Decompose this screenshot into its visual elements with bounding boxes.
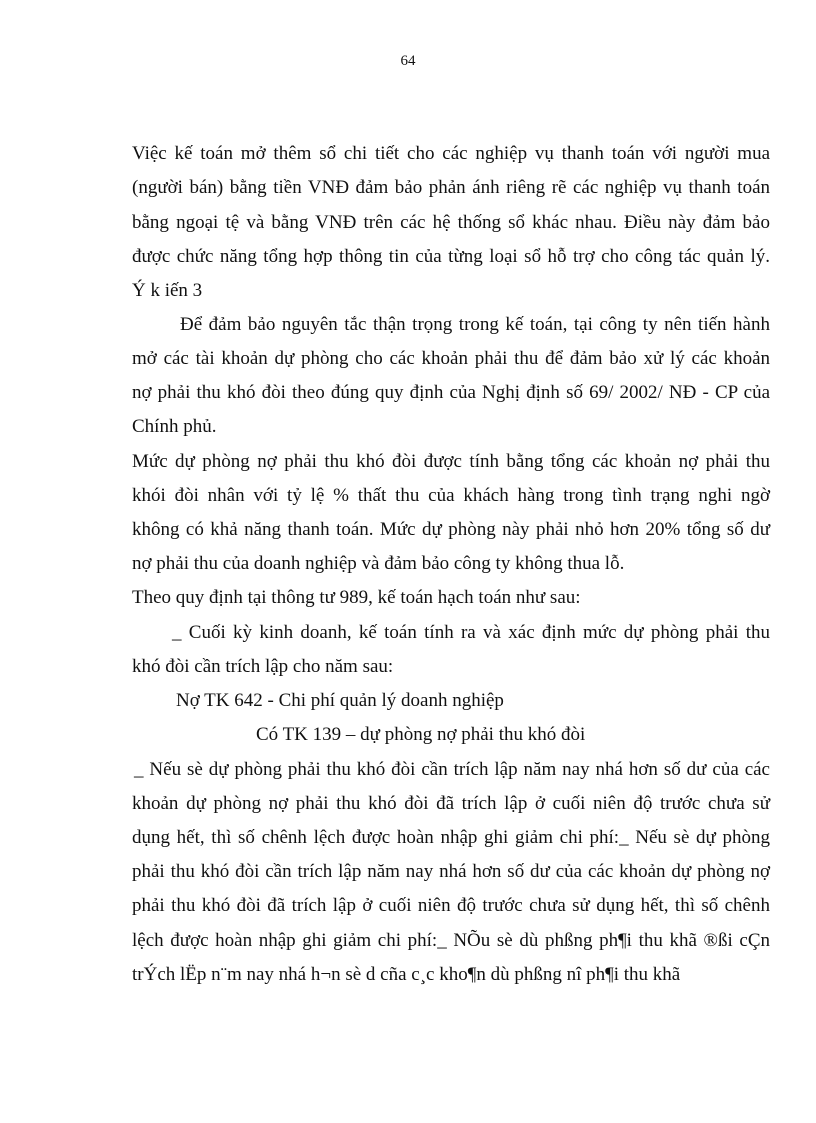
body-line: không có khả năng thanh toán. Mức dự phòng này phải nhỏ hơn 20% tổng số dư — [132, 519, 770, 540]
body-line: nợ phải thu của doanh nghiệp và đảm bảo công ty không thua lỗ. — [132, 553, 625, 574]
body-line: khói đòi nhân với tỷ lệ % thất thu của khách hàng trong tình trạng nghi ngờ — [132, 485, 770, 506]
body-line: Chính phủ. — [132, 416, 217, 437]
body-line: (người bán) bằng tiền VNĐ đảm bảo phản ánh riêng rẽ các nghiệp vụ thanh toán — [132, 177, 770, 198]
body-line: lệch được hoàn nhập ghi giảm chi phí:_ NÕu sè dù phßng ph¶i thu khã ®ßi cÇn — [132, 930, 770, 951]
journal-entry-credit: Có TK 139 – dự phòng nợ phải thu khó đòi — [256, 724, 586, 745]
body-line: phải thu khó đòi cần trích lập năm nay nhá hơn số dư của các khoản dự phòng nợ — [132, 861, 770, 882]
body-line: phải thu khó đòi đã trích lập ở cuối niên độ trước chưa sử dụng hết, thì số chênh — [132, 895, 770, 916]
section-heading: Ý k iến 3 — [132, 280, 203, 301]
body-line: khó đòi cần trích lập cho năm sau: — [132, 656, 394, 677]
body-line: được chức năng tổng hợp thông tin của từng loại sổ hỗ trợ cho công tác quản lý. — [132, 246, 770, 267]
page-number: 64 — [400, 53, 416, 69]
body-line: bằng ngoại tệ và bằng VNĐ trên các hệ thống sổ khác nhau. Điều này đảm bảo — [132, 212, 770, 233]
body-line: khoản dự phòng nợ phải thu khó đòi đã trích lập ở cuối niên độ trước chưa sử — [132, 793, 770, 814]
body-line: _ Cuối kỳ kinh doanh, kế toán tính ra và xác định mức dự phòng phải thu — [172, 622, 770, 643]
body-line: Mức dự phòng nợ phải thu khó đòi được tính bằng tổng các khoản nợ phải thu — [132, 451, 770, 472]
journal-entry-debit: Nợ TK 642 - Chi phí quản lý doanh nghiệp — [176, 690, 504, 711]
body-line: Theo quy định tại thông tư 989, kế toán hạch toán như sau: — [132, 587, 581, 608]
body-line: mở các tài khoản dự phòng cho các khoản phải thu để đảm bảo xử lý các khoản — [132, 348, 770, 369]
body-line: Việc kế toán mở thêm sổ chi tiết cho các nghiệp vụ thanh toán với người mua — [132, 143, 770, 164]
body-line: nợ phải thu khó đòi theo đúng quy định của Nghị định số 69/ 2002/ NĐ - CP của — [132, 382, 770, 403]
body-line: dụng hết, thì số chênh lệch được hoàn nhập ghi giảm chi phí:_ Nếu sè dự phòng — [132, 827, 770, 848]
body-line: trÝch lËp n¨m nay nhá h¬n sè d cña c¸c kho¶n dù phßng nî ph¶i thu khã — [132, 964, 681, 985]
body-line: Để đảm bảo nguyên tắc thận trọng trong kế toán, tại công ty nên tiến hành — [180, 314, 770, 335]
body-line: _ Nếu sè dự phòng phải thu khó đòi cần trích lập năm nay nhá hơn số dư của các — [134, 759, 770, 780]
